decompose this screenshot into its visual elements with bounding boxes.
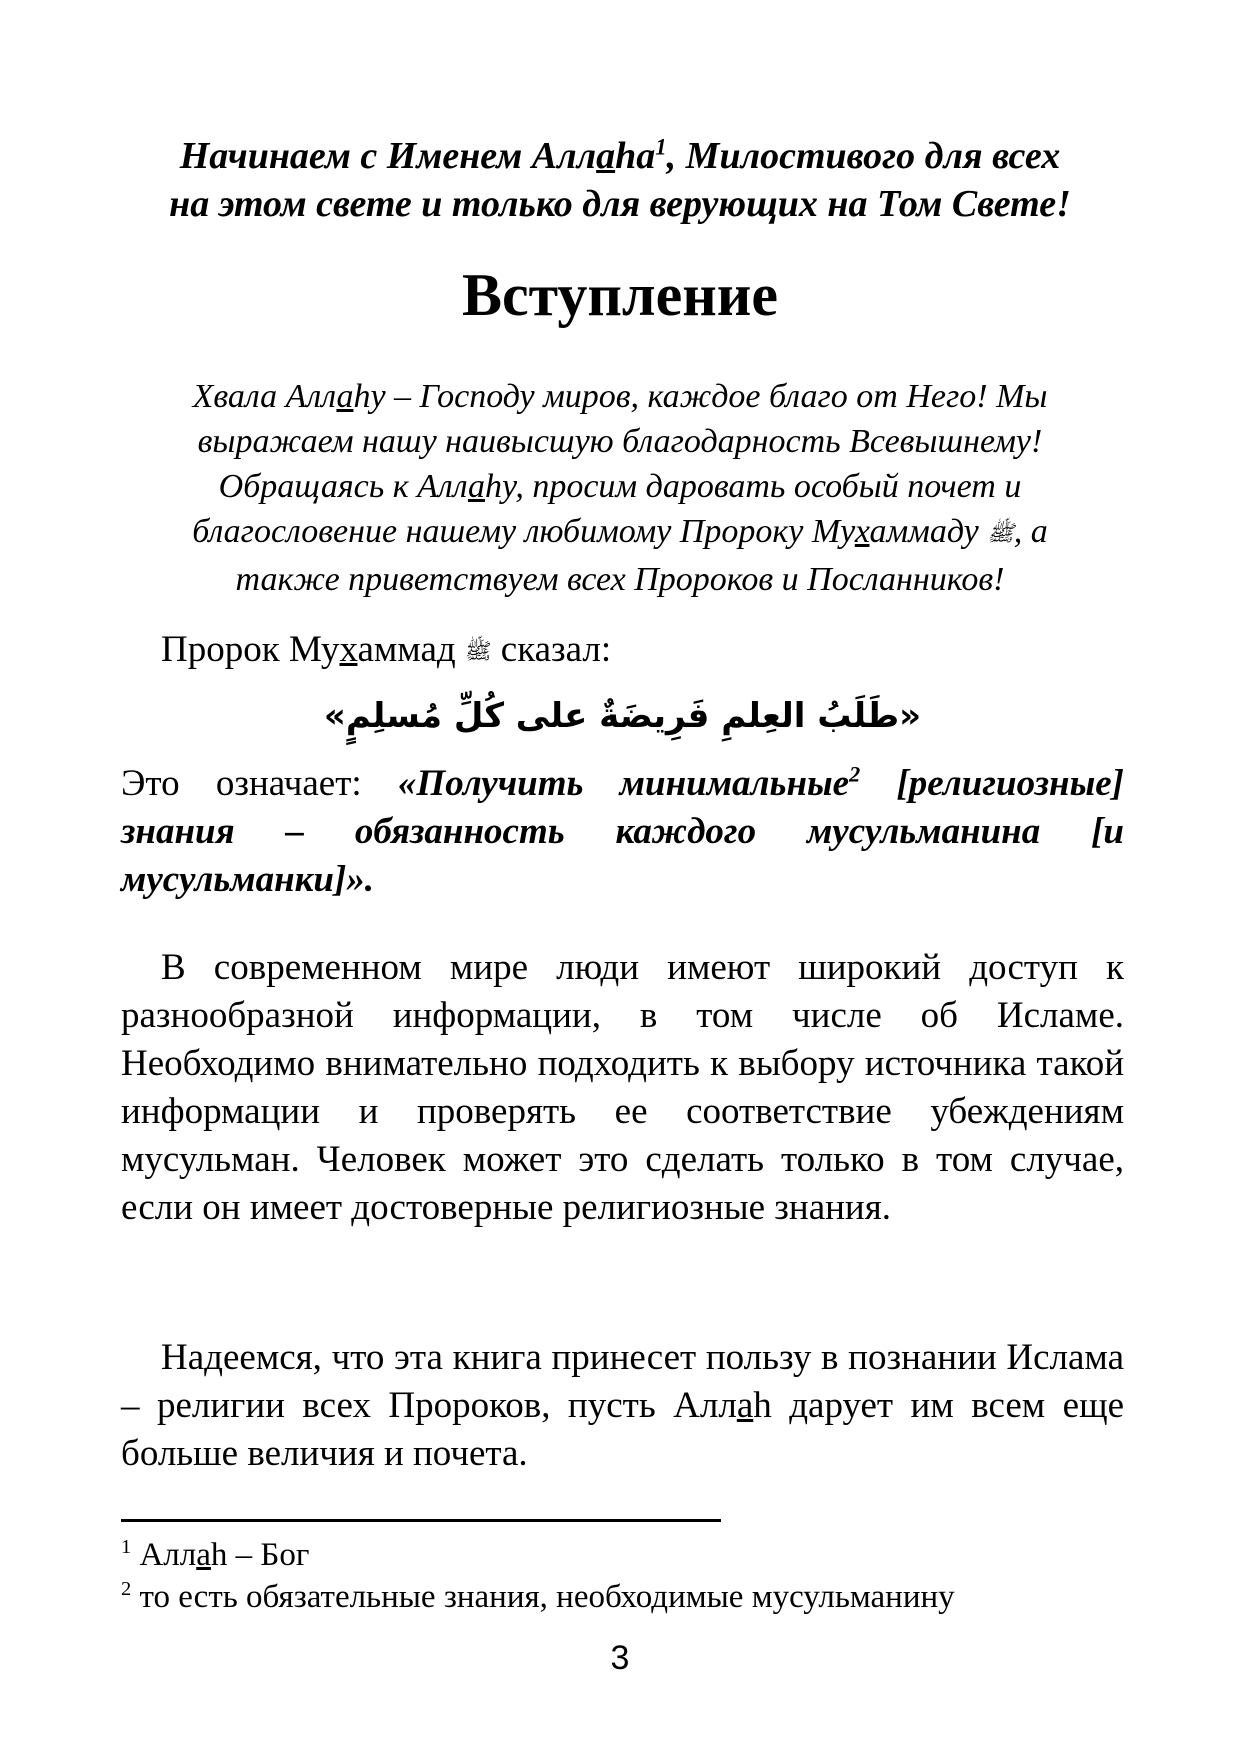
praise-text: hу, просим даровать особый почет и: [484, 468, 1022, 505]
paragraph-1: В современном мире люди имеют широкий доступ к разнообразной информации, в том числе об Исламе. Необходимо внимательно подходить к выбору источника такой информации и проверять ее соответствие убеждениям мусульман. Человек может это сделать только в том случае, если он имеет достоверные религиозные знания.: [121, 947, 1124, 1228]
salawat-glyph: ﷺ: [987, 521, 1014, 547]
footnote-number: 1: [121, 1536, 132, 1558]
praise-text: аммаду: [869, 513, 979, 550]
footnotes: [121, 1534, 1124, 1618]
meaning-plain-text: Это означает:: [121, 763, 398, 804]
praise-underlined-letter: а: [336, 378, 354, 415]
hadith-intro-text: Пророк Му: [161, 629, 340, 670]
basmala-heading: [115, 132, 1125, 228]
basmala-text: Начинаем с Именем Алл: [179, 135, 597, 177]
page-number: 3: [610, 1639, 630, 1677]
hadith-intro-text: аммад: [357, 629, 456, 670]
basmala-text: , Милостивого для всех: [666, 135, 1061, 177]
footnote-underlined-letter: а: [196, 1537, 211, 1573]
paragraph-2-underlined-letter: а: [736, 1385, 754, 1426]
meaning-bold-text: [религиозные] знания – обязанность каждого мусульманина [и мусульманки]».: [121, 763, 1124, 900]
salawat-glyph: ﷺ: [464, 639, 492, 665]
footnote-1: [121, 1534, 1124, 1576]
basmala-text: hа: [615, 135, 656, 177]
hadith-intro-text: сказал:: [500, 629, 612, 670]
praise-text: благословение нашему любимому Пророку Му: [192, 513, 855, 550]
meaning-bold-text: «Получить минимальные: [397, 763, 850, 804]
praise-text: Обращаясь к Алл: [218, 468, 468, 505]
hadith-intro-underlined-letter: х: [339, 629, 358, 670]
basmala-text: на этом свете и только для верующих на Том Свете!: [169, 183, 1071, 225]
praise-paragraph: [130, 374, 1110, 602]
footnote-number: 2: [121, 1578, 132, 1600]
hadith-intro: [121, 626, 1124, 677]
paragraph-2-text: Надеемся, что эта книга принесет пользу в познании Ислама – религии всех Пророков, пусть Алл: [121, 1337, 1124, 1426]
footnote-text: h – Бог: [210, 1537, 310, 1573]
hadith-meaning: [121, 760, 1124, 904]
praise-text: также приветствуем всех Пророков и Посланников!: [235, 560, 1005, 598]
praise-text: выражаем нашу наивысшую благодарность Всевышнему!: [197, 423, 1043, 460]
praise-text: , а: [1013, 513, 1048, 550]
footnote-text: то есть обязательные знания, необходимые мусульманину: [131, 1579, 955, 1615]
paragraph-2-text: h дарует им всем еще больше величия и почета.: [121, 1385, 1124, 1474]
page-title: Вступление: [462, 262, 778, 328]
footnote-divider: [121, 1519, 721, 1522]
praise-text: hу – Господу миров, каждое благо от Него! Мы: [353, 378, 1048, 415]
basmala-underlined-letter: а: [596, 135, 616, 177]
footnote-text: Алл: [131, 1537, 197, 1573]
footnote-2: [121, 1576, 1124, 1618]
footnote-ref-1: 1: [655, 134, 667, 160]
paragraph-2: [121, 1334, 1124, 1478]
arabic-hadith: «طَلَبُ العِلمِ فَرِيضَةٌ على كُلِّ مُسلِمٍ»: [323, 696, 922, 736]
praise-text: Хвала Алл: [192, 378, 337, 415]
praise-underlined-letter: х: [854, 513, 870, 550]
footnote-ref-2: 2: [849, 761, 861, 787]
praise-underlined-letter: а: [467, 468, 485, 505]
